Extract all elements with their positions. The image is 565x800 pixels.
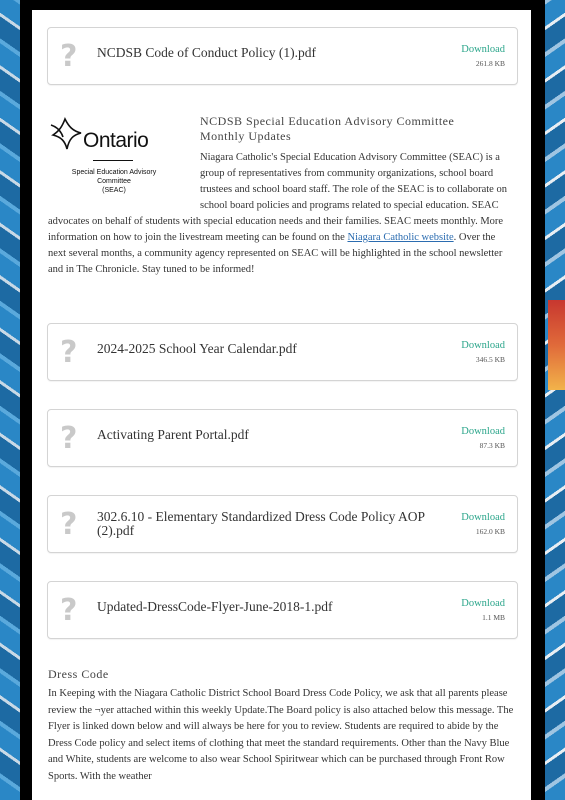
background-left [0, 0, 20, 800]
logo-caption: Special Education Advisory Committee (SEAC) [71, 169, 157, 194]
newsletter-page [32, 0, 531, 800]
unknown-file-icon: ? [60, 39, 78, 74]
background-accent [548, 300, 565, 390]
background-right [545, 0, 565, 800]
file-size: 162.0 KB [475, 527, 505, 536]
file-size: 346.5 KB [475, 355, 505, 364]
download-area [461, 598, 505, 622]
download-link[interactable]: Download [461, 44, 505, 55]
unknown-file-icon: ? [60, 593, 78, 628]
file-size: 1.1 MB [482, 613, 505, 622]
seac-heading: NCDSB Special Education Advisory Committee Monthly Updates [200, 114, 455, 143]
logo-float-space [48, 150, 200, 214]
download-area [461, 512, 505, 536]
file-name[interactable]: 2024-2025 School Year Calendar.pdf [97, 341, 297, 356]
unknown-file-icon: ? [60, 335, 78, 370]
download-area [461, 426, 505, 450]
file-attachment[interactable] [47, 409, 518, 467]
file-attachment[interactable] [47, 581, 518, 639]
download-link[interactable]: Download [461, 426, 505, 437]
frame-bar-left [20, 0, 32, 800]
file-name[interactable]: 302.6.10 - Elementary Standardized Dress Code Policy AOP (2).pdf [97, 509, 425, 538]
download-link[interactable]: Download [461, 340, 505, 351]
file-attachment[interactable] [47, 323, 518, 381]
frame-bar-right [531, 0, 545, 800]
logo-wordmark: Ontario [83, 129, 149, 152]
file-name[interactable]: NCDSB Code of Conduct Policy (1).pdf [97, 45, 316, 60]
file-attachment[interactable] [47, 495, 518, 553]
dress-code-paragraph: In Keeping with the Niagara Catholic District School Board Dress Code Policy, we ask that all parents please review the ¬yer attached within this weekly Update.The Board policy is also attached below this message. The Flyer is linked down below and will always be here for you to review. Students are required to abide by the Dress Code policy and select items of clothing that meet the standard requirements. Other than the Navy Blue and White, students are welcome to also wear School Spiritwear which can be purchased through Front Row Sports. With the weather [48, 688, 514, 782]
file-attachment[interactable] [47, 27, 518, 85]
dress-code-heading: Dress Code [48, 667, 109, 681]
unknown-file-icon: ? [60, 421, 78, 456]
file-name[interactable]: Updated-DressCode-Flyer-June-2018-1.pdf [97, 599, 333, 614]
seac-paragraph: Niagara Catholic's Special Education Advisory Committee (SEAC) is a group of representatives from community organizations, school board trustees and school board staff. The role of the SEAC is to collaborate on school board policies and programs related to special education. SEAC advocates on behalf of students with special education needs and their families. SEAC meets monthly. More information on how to join the livestream meeting can be found on the Niagara Catholic website. Over the next several months, a community agency represented on SEAC will be highlighted in the school newsletter and in The Chronicle. Stay tuned to be informed! [48, 152, 507, 275]
download-link[interactable]: Download [461, 598, 505, 609]
download-link[interactable]: Download [461, 512, 505, 523]
download-area [461, 340, 505, 364]
trillium-icon [47, 117, 83, 151]
top-border [32, 0, 531, 10]
file-size: 261.8 KB [475, 59, 505, 68]
unknown-file-icon: ? [60, 507, 78, 542]
file-name[interactable]: Activating Parent Portal.pdf [97, 427, 249, 442]
file-size: 87.3 KB [479, 441, 505, 450]
niagara-catholic-website-link[interactable]: Niagara Catholic website [347, 232, 454, 243]
download-area [461, 44, 505, 68]
